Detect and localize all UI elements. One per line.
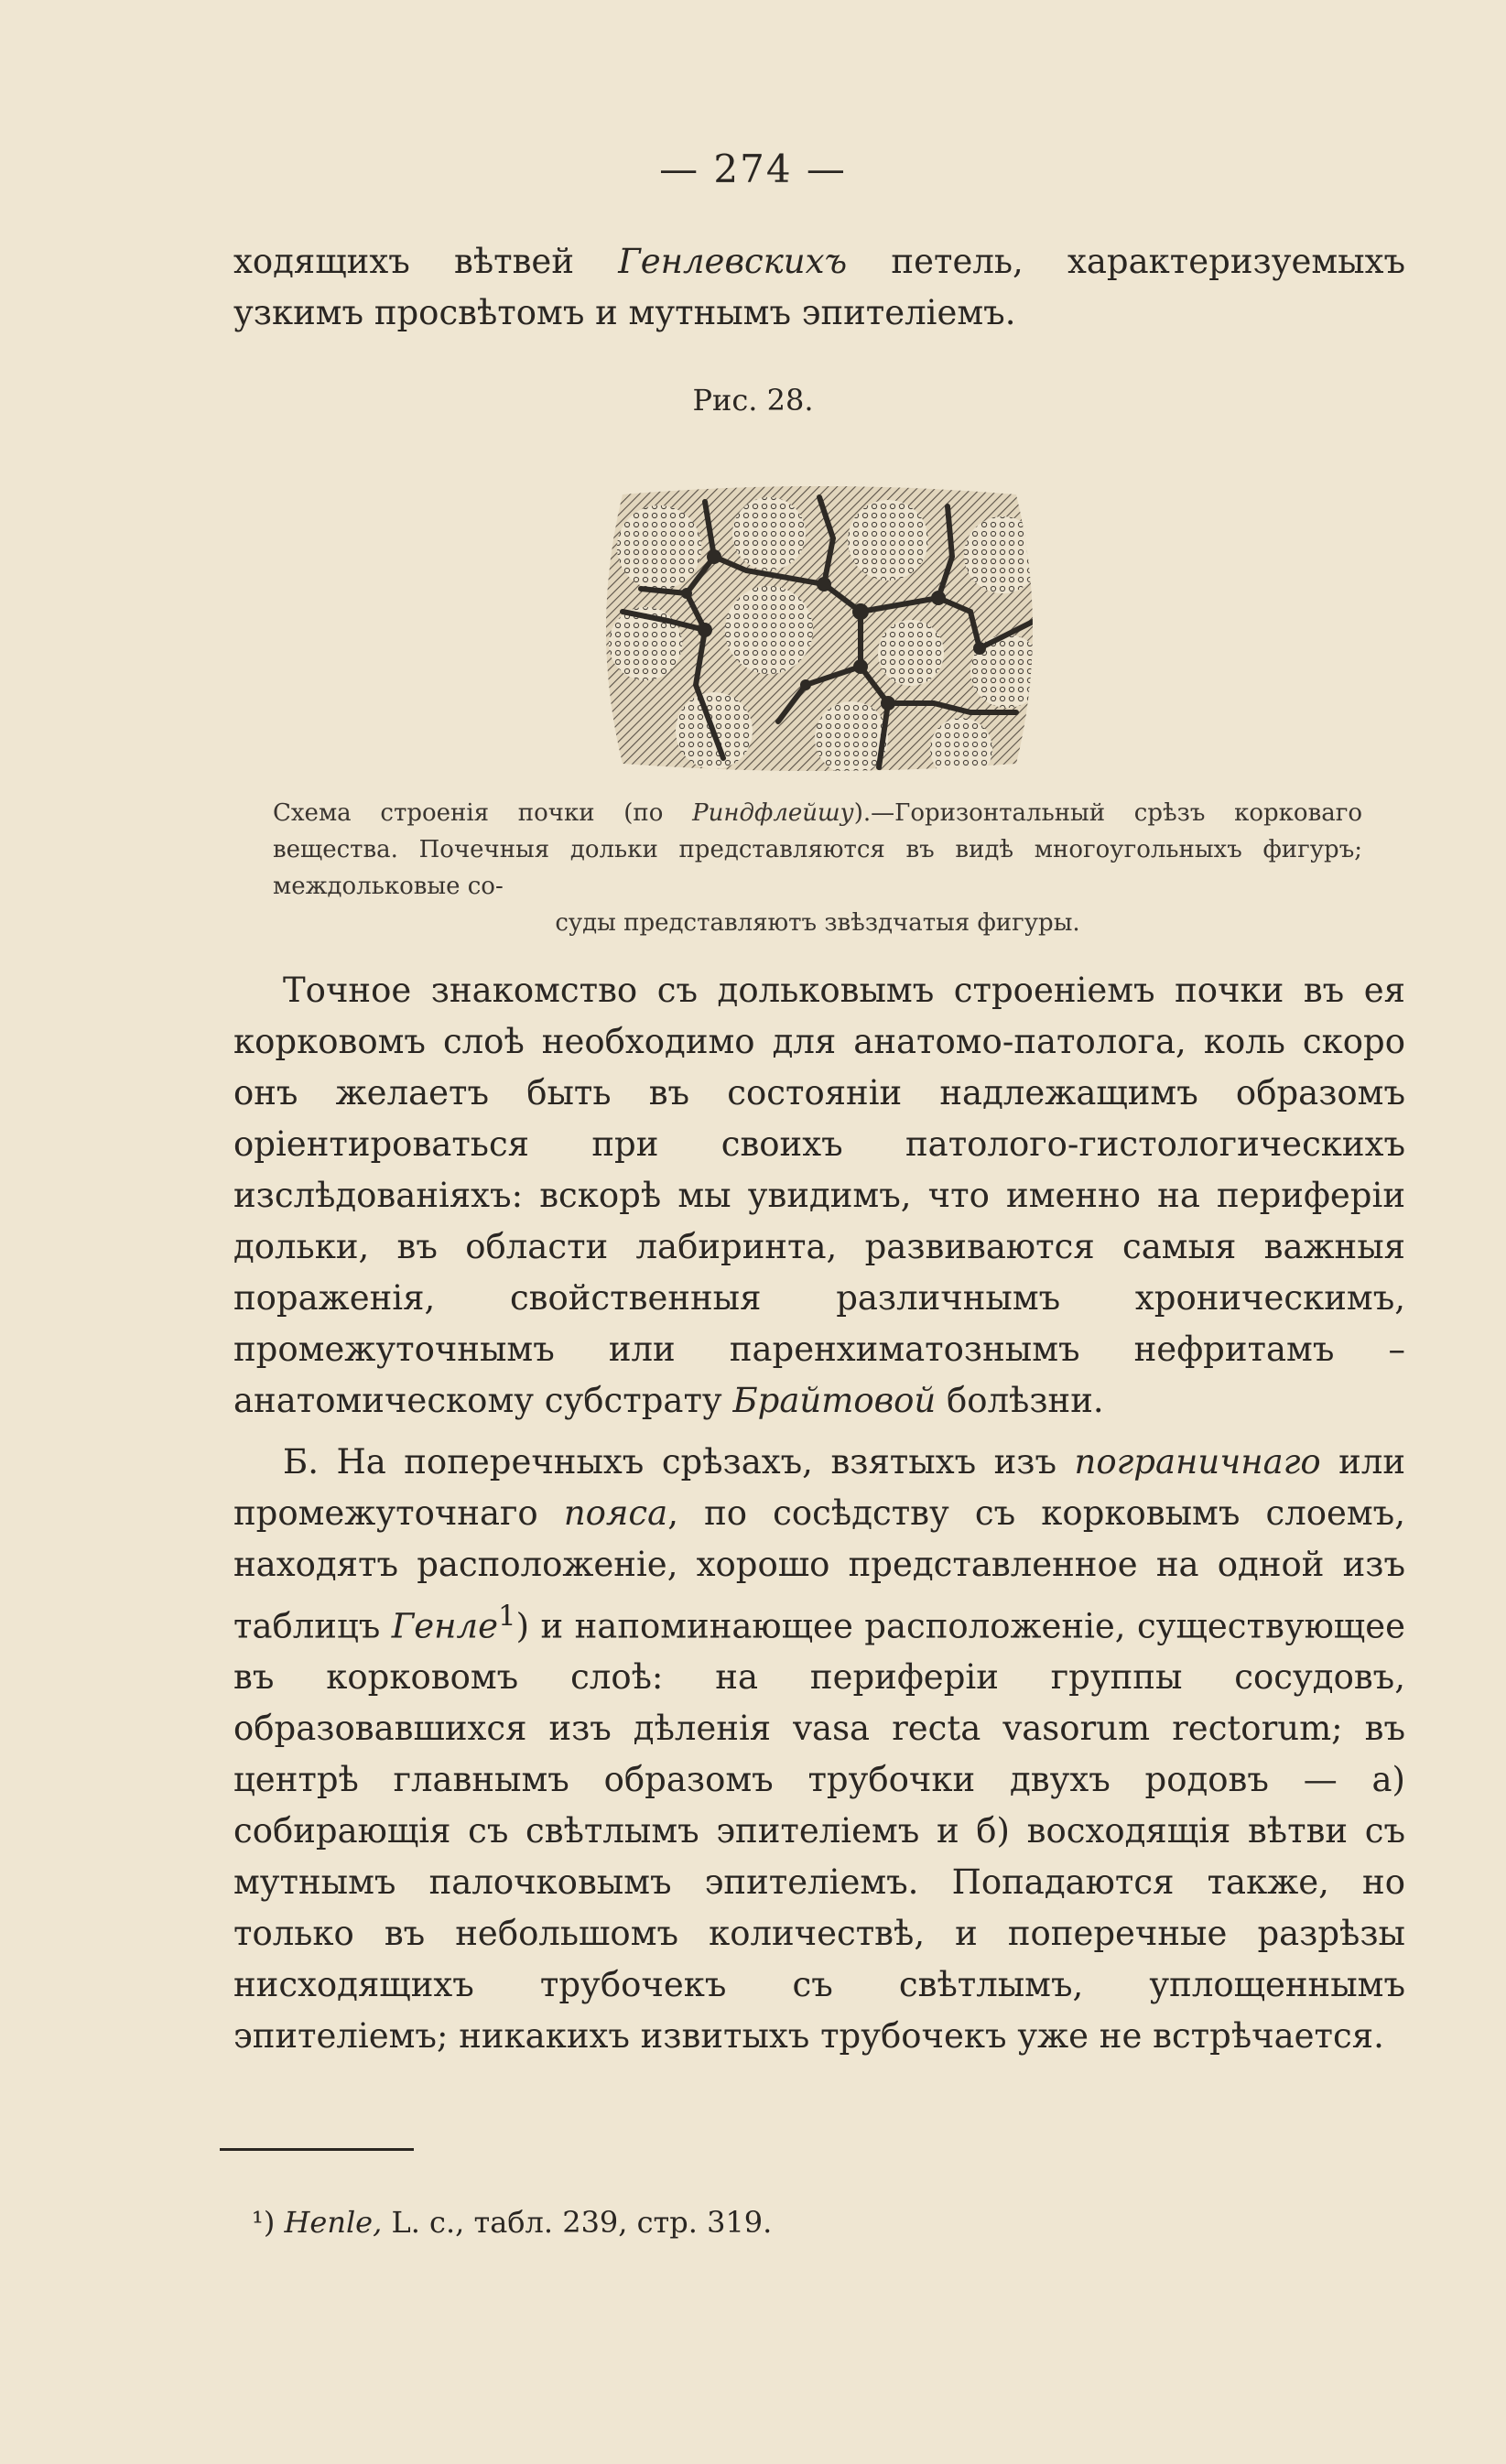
paragraph-2-text-4: ) и напоминающее расположеніе, существующее въ корковомъ слоѣ: на периферіи группы сосудовъ, образовавшихся изъ дѣленія vasa recta xyxy=(233,1606,1405,1749)
paragraph-2-text-2: или промежуточнаго xyxy=(233,1442,1405,1533)
paragraph-2-text-3: , по сосѣдству съ корковымъ слоемъ, находятъ расположеніе, хорошо представленное на одной изъ таблицъ xyxy=(233,1493,1405,1646)
paragraph-2-text-5: ; въ центрѣ главнымъ образомъ трубочки двухъ родовъ — а) собирающія съ свѣтлымъ эпителіемъ и б) восходящія вѣтви съ мутнымъ палочковымъ эпителіемъ. Попадаются также, но только въ небольшомъ количествѣ, и поперечные разрѣзы нисходящихъ трубочекъ съ свѣтлымъ, уплощеннымъ эпителіемъ; никакихъ извитыхъ трубочекъ уже не встрѣчается. xyxy=(233,1709,1405,2057)
paragraph-1 xyxy=(233,965,1405,1427)
paragraph-2-italic-3: Генле xyxy=(391,1606,498,1646)
paragraph-1-text-2: болѣзни. xyxy=(936,1381,1104,1420)
footnote-reference: 1 xyxy=(498,1600,516,1633)
paragraph-2-italic-2: пояса xyxy=(563,1493,668,1533)
intro-text-2: петель, характеризуемыхъ узкимъ просвѣтомъ и мутнымъ эпителіемъ. xyxy=(233,242,1405,332)
caption-italic-1: Риндфлейшу xyxy=(692,799,854,827)
caption-text-1: Схема строенія почки (по xyxy=(273,799,693,827)
paragraph-2 xyxy=(233,1437,1405,2062)
footnote xyxy=(252,2205,772,2240)
paragraph-1-italic-1: Брайтовой xyxy=(732,1381,937,1420)
caption-text-3: суды представляютъ звѣздчатыя фигуры. xyxy=(555,909,1080,937)
paragraph-2-italic-1: пограничнаго xyxy=(1074,1442,1321,1482)
figure-caption xyxy=(273,795,1362,941)
figure-label: Рис. 28. xyxy=(692,383,814,418)
footnote-mark: ¹) xyxy=(252,2205,276,2240)
page-number: — 274 — xyxy=(659,147,847,191)
caption-text-2: ).—Горизонтальный срѣзъ корковаго вещества. Почечныя дольки представляются въ видѣ многоугольныхъ фигуръ; междольковые со- xyxy=(273,799,1363,900)
intro-italic-1: Генлевскихъ xyxy=(618,242,848,281)
paragraph-1-text-1: Точное знакомство съ дольковымъ строеніемъ почки въ ея корковомъ слоѣ необходимо для анатомо-патолога, коль скоро онъ желаетъ быть въ состояніи надлежащимъ образомъ оріентироваться при своихъ патолого-гистологическихъ изслѣдованіяхъ: вскорѣ мы увидимъ, что именно на периферіи дольки, въ области лабиринта, развиваются самыя важныя пораженія, свойственныя различнымъ хроническимъ, промежуточнымъ или паренхиматознымъ нефритамъ – анатомическому субстрату xyxy=(233,971,1405,1420)
intro-paragraph xyxy=(233,236,1405,339)
paragraph-2-text-1: Б. На поперечныхъ срѣзахъ, взятыхъ изъ xyxy=(283,1442,1075,1482)
kidney-section-figure xyxy=(586,483,1053,776)
kidney-figure-illustration xyxy=(586,483,1053,776)
footnote-text-1: L. c., табл. 239, стр. 319. xyxy=(382,2205,773,2240)
paragraph-2-text-4b: vasorum rectorum xyxy=(1002,1709,1332,1749)
intro-text-1: ходящихъ вѣтвей xyxy=(233,242,619,281)
footnote-divider xyxy=(220,2148,414,2151)
footnote-italic-1: Henle, xyxy=(284,2205,383,2240)
